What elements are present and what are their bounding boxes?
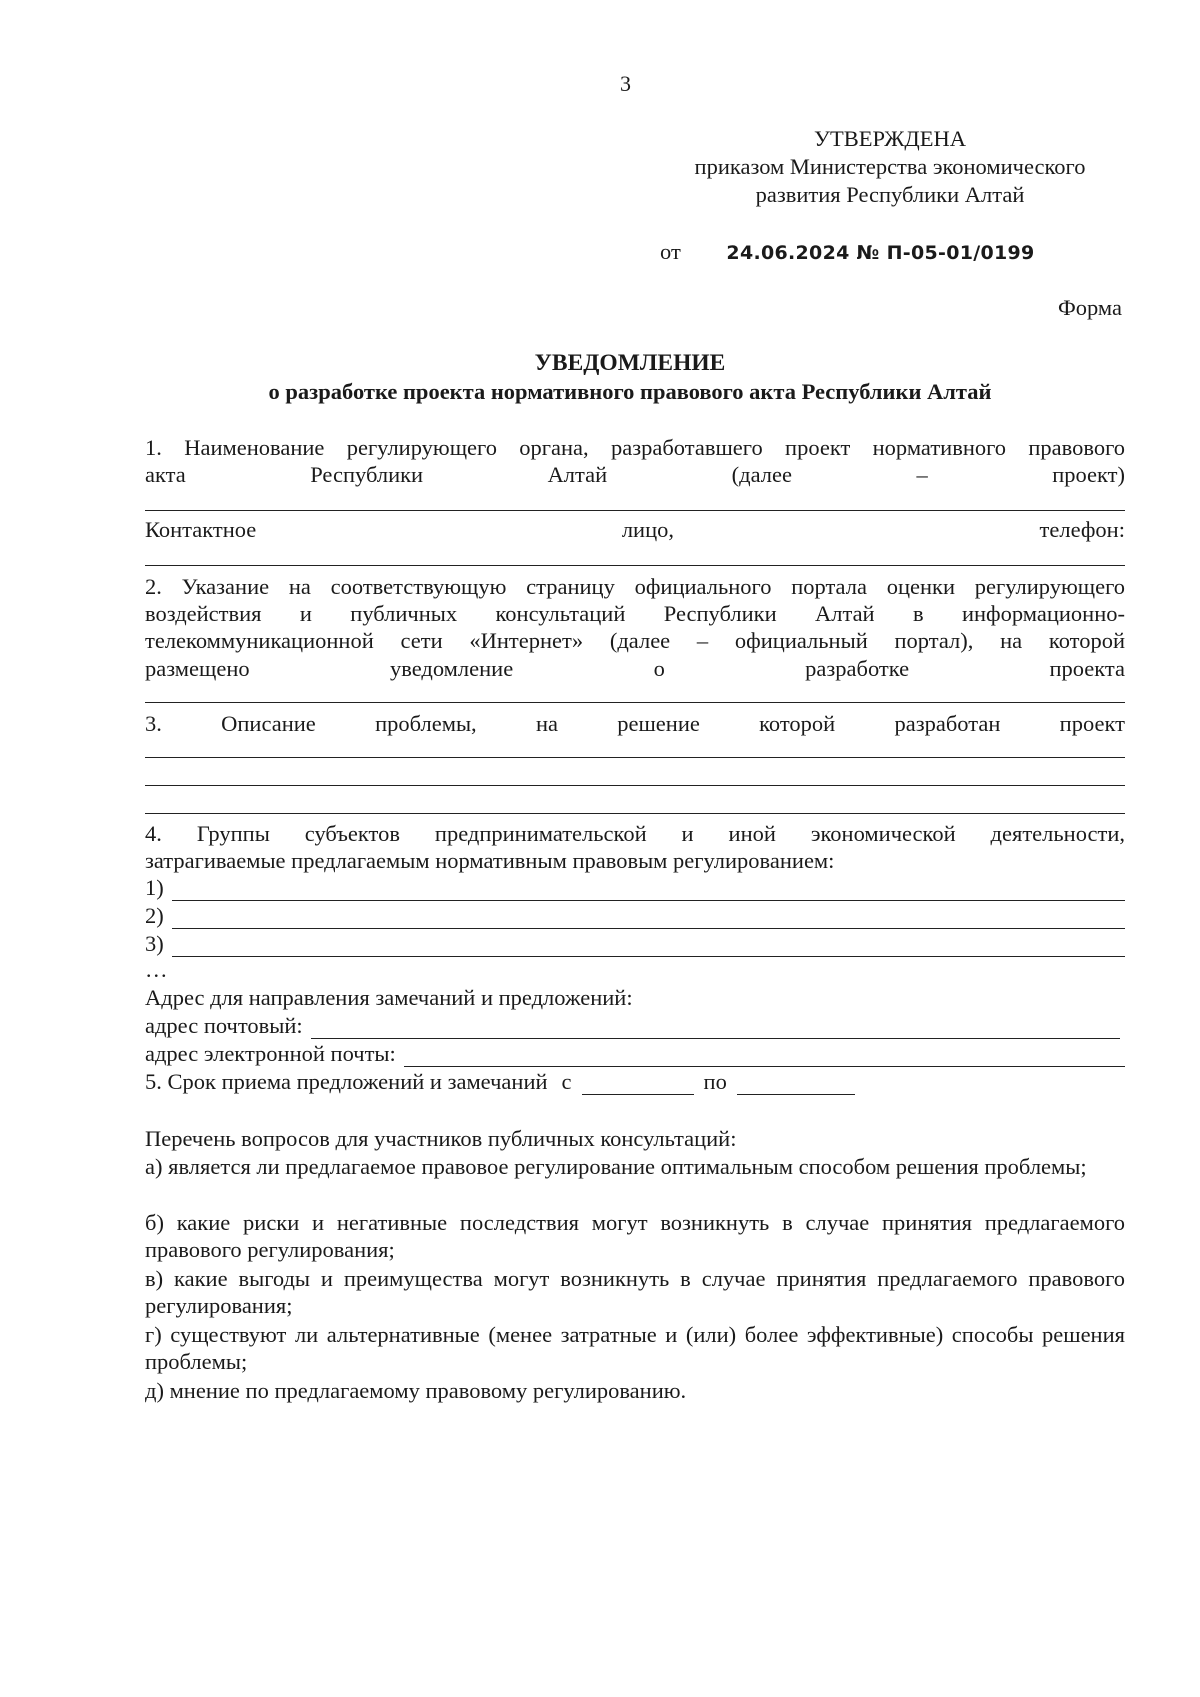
s1-word: Республики — [310, 462, 424, 487]
to-label: по — [703, 1069, 727, 1094]
contact-word: лицо, — [621, 517, 675, 542]
s2-word: проекта — [1049, 656, 1125, 681]
approval-line-3: развития Республики Алтай — [755, 182, 1025, 207]
s3-word: решение — [617, 711, 700, 736]
s2-word: разработке — [805, 656, 910, 681]
s3-word: проект — [1059, 711, 1125, 736]
s1-word: акта — [145, 462, 186, 487]
postal-address-row — [145, 1012, 1120, 1039]
section4-line1: 4. Группы субъектов предпринимательской и иной экономической деятельности, — [145, 821, 1125, 846]
document-subtitle: о разработке проекта нормативного правового акта Республики Алтай — [268, 379, 992, 404]
group-fill-line[interactable] — [172, 936, 1125, 957]
page-number: 3 — [620, 71, 631, 96]
section3-line — [145, 710, 1125, 737]
email-address-label: адрес электронной почты: — [145, 1041, 396, 1066]
document-title: УВЕДОМЛЕНИЕ — [534, 350, 726, 376]
item-number: 1) — [145, 875, 164, 900]
approval-title: УТВЕРЖДЕНА — [814, 126, 966, 151]
s1-word: Алтай — [547, 462, 608, 487]
contact-line — [145, 516, 1125, 543]
section5-label: 5. Срок приема предложений и замечаний — [145, 1069, 548, 1094]
section3-fill-line-1 — [145, 757, 1125, 758]
section2-line3: телекоммуникационной сети «Интернет» (далее – официальный портал), на которой — [145, 628, 1125, 653]
section1-fill-line — [145, 510, 1125, 511]
postal-address-field[interactable] — [311, 1018, 1120, 1039]
group-item-3 — [145, 930, 1125, 957]
ellipsis: … — [145, 957, 168, 982]
section3-fill-line-3 — [145, 813, 1125, 814]
address-heading: Адрес для направления замечаний и предложений: — [145, 985, 633, 1010]
question-a: а) является ли предлагаемое правовое регулирование оптимальным способом решения проблемы; — [145, 1154, 1087, 1179]
section4-line2: затрагиваемые предлагаемым нормативным правовым регулированием: — [145, 848, 835, 873]
s1-word: проект) — [1052, 462, 1125, 487]
s2-word: о — [653, 656, 665, 681]
form-label: Форма — [1057, 295, 1122, 320]
postal-address-label: адрес почтовый: — [145, 1013, 303, 1038]
question-c: в) какие выгоды и преимущества могут возникнуть в случае принятия предлагаемого правового регулирования; — [145, 1266, 1125, 1318]
contact-fill-line — [145, 565, 1125, 566]
section3-fill-line-2 — [145, 785, 1125, 786]
email-address-field[interactable] — [404, 1046, 1125, 1067]
group-item-1 — [145, 874, 1125, 901]
date-prefix: от — [660, 239, 681, 264]
s2-word: размещено — [145, 656, 250, 681]
s2-word: уведомление — [389, 656, 514, 681]
group-fill-line[interactable] — [172, 908, 1125, 929]
contact-word: Контактное — [145, 517, 257, 542]
question-e: д) мнение по предлагаемому правовому регулированию. — [145, 1378, 687, 1403]
s3-word: 3. — [145, 711, 162, 736]
s3-word: проблемы, — [375, 711, 477, 736]
approval-line-2: приказом Министерства экономического — [694, 154, 1086, 179]
question-d: г) существуют ли альтернативные (менее затратные и (или) более эффективные) способы решения проблемы; — [145, 1322, 1125, 1374]
from-label: с — [561, 1069, 572, 1094]
s3-word: Описание — [221, 711, 316, 736]
from-date-field[interactable] — [582, 1074, 694, 1095]
group-item-2 — [145, 902, 1125, 929]
section5-row — [145, 1068, 855, 1095]
s1-word: – — [916, 462, 928, 487]
item-number: 3) — [145, 931, 164, 956]
s1-word: (далее — [731, 462, 792, 487]
to-date-field[interactable] — [737, 1074, 855, 1095]
contact-word: телефон: — [1039, 517, 1125, 542]
section2-line2: воздействия и публичных консультаций Республики Алтай в информационно- — [145, 601, 1125, 626]
question-b: б) какие риски и негативные последствия могут возникнуть в случае принятия предлагаемого правового регулирования; — [145, 1210, 1125, 1262]
section2-fill-line — [145, 702, 1125, 703]
s3-word: разработан — [894, 711, 1001, 736]
questions-heading: Перечень вопросов для участников публичных консультаций: — [145, 1126, 737, 1151]
section2-line4 — [145, 655, 1125, 682]
email-address-row — [145, 1040, 1125, 1067]
approval-date-number: 24.06.2024 № П-05-01/0199 — [726, 242, 1035, 264]
section2-line1: 2. Указание на соответствующую страницу официального портала оценки регулирующего — [145, 574, 1125, 599]
approval-date-line — [660, 238, 1035, 267]
section1-line1: 1. Наименование регулирующего органа, разработавшего проект нормативного правового — [145, 435, 1125, 460]
section1-line2 — [145, 461, 1125, 488]
group-fill-line[interactable] — [172, 880, 1125, 901]
s3-word: которой — [759, 711, 836, 736]
item-number: 2) — [145, 903, 164, 928]
s3-word: на — [535, 711, 558, 736]
